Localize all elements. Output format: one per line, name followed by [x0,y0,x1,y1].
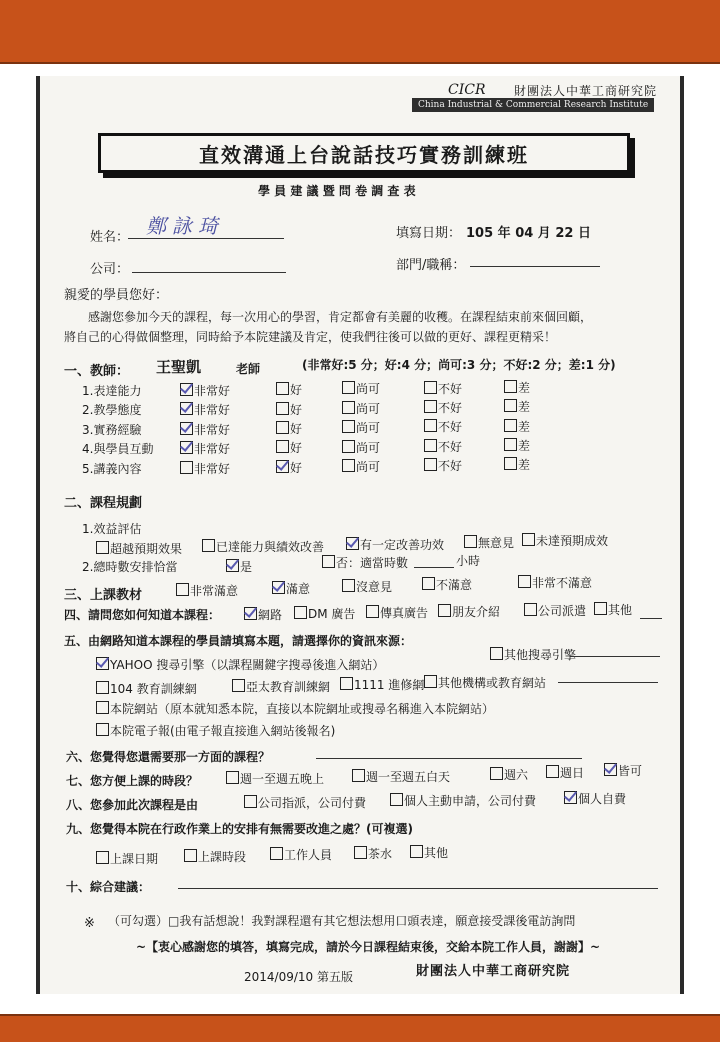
option[interactable] [184,848,246,865]
option[interactable] [226,770,324,787]
option-label: 公司指派，公司付費 [258,796,367,810]
option[interactable] [342,419,380,436]
s5-site[interactable]: 本院網站（原本就知悉本院，直接以本院網址或搜尋名稱進入本院網站） [96,700,494,717]
option-label: 好 [290,441,303,456]
s5-other-engine-field[interactable] [570,642,660,657]
checkbox[interactable] [352,769,365,782]
checkbox[interactable] [180,441,193,454]
company-label: 公司： [90,262,130,277]
option-label: 尚可 [356,382,381,397]
option-label: 有一定改善功效 [360,538,445,552]
checkbox[interactable] [594,602,607,615]
option[interactable] [342,380,380,397]
option-label: 非常好 [194,422,231,437]
s5-other-engine[interactable]: 其他搜尋引擎 [490,646,576,663]
checkbox[interactable] [180,402,193,415]
name-label: 姓名： [90,230,130,245]
checkbox[interactable] [342,440,355,453]
checkbox[interactable] [438,604,451,617]
greeting: 親愛的學員您好： [64,288,169,303]
option-label: 差 [518,458,531,473]
checkbox[interactable] [176,583,189,596]
form-title-box [98,133,630,173]
s3-heading: 三、上課教材 [64,588,143,603]
checkbox[interactable] [342,459,355,472]
checkbox[interactable] [96,657,109,670]
checkbox[interactable] [354,846,367,859]
s6-heading: 六、您覺得您還需要那一方面的課程？ [66,750,271,764]
option[interactable] [438,603,500,620]
option[interactable] [272,580,310,597]
footer-thanks: ~【衷心感謝您的填答，填寫完成，請於今日課程結束後，交給本院工作人員，謝謝】~ [136,940,601,954]
checkbox[interactable] [180,422,193,435]
checkbox[interactable] [504,399,517,412]
checkbox[interactable] [342,420,355,433]
option-label: 尚可 [356,401,381,416]
option[interactable] [424,457,462,474]
option[interactable] [202,538,324,555]
option[interactable] [564,790,626,807]
s5-other-site-field[interactable] [558,668,658,683]
option[interactable] [424,418,462,435]
option[interactable] [276,439,302,456]
checkbox[interactable] [504,438,517,451]
option[interactable] [504,456,530,473]
option-label: DM 廣告 [308,607,356,621]
s5-heading: 五、由網路知道本課程的學員請填寫本題，請選擇你的資訊來源： [64,634,413,648]
brand-logo-en: CICR [448,82,486,98]
option[interactable] [424,438,462,455]
checkbox[interactable] [490,647,503,660]
checkbox[interactable] [96,851,109,864]
option-label: 週一至週五晚上 [240,772,325,786]
option-label: 週日 [560,766,585,780]
s6-field[interactable] [316,742,582,759]
form-title: 直效溝通上台說話技巧實務訓練班 [199,142,529,167]
s8-heading: 八、您參加此次課程是由 [66,798,199,812]
option-label: 週六 [504,768,529,782]
option[interactable] [424,399,462,416]
s5-other-site[interactable]: 其他機構或教育網站 [424,674,546,691]
checkbox[interactable] [276,460,289,473]
checkbox[interactable] [424,419,437,432]
option-label: 個人主動申請，公司付費 [404,794,537,808]
option[interactable] [504,379,530,396]
option[interactable] [366,604,428,621]
option-label: 差 [518,400,531,415]
option-label: 網路 [258,608,283,622]
option[interactable] [180,460,230,477]
name-handwriting: 鄭詠琦 [146,214,224,238]
option-label: 上課日期 [110,852,159,866]
option-label: 週一至週五白天 [366,770,451,784]
s5-asia[interactable]: 亞太教育訓練網 [232,678,330,695]
hours-unit: 小時 [456,554,481,568]
s5-1111[interactable]: 1111 進修網 [340,676,424,693]
top-banner [0,0,720,64]
checkbox[interactable] [184,849,197,862]
option[interactable] [354,845,392,862]
brand-strip: China Industrial & Commercial Research Institute [412,98,654,112]
option-label: 好 [290,422,303,436]
option-label: 滿意 [286,582,311,596]
option[interactable] [518,574,592,591]
s5-epaper[interactable]: 本院電子報(由電子報直接進入網站後報名) [96,722,335,739]
checkbox[interactable] [518,575,531,588]
intro-line-2: 將自己的心得做個整理，同時給予本院建議及肯定，使我們往後可以做的更好、課程更精采！ [64,330,557,344]
option[interactable] [424,380,462,397]
checkbox[interactable] [96,681,109,694]
checkbox[interactable] [424,400,437,413]
s7-heading: 七、您方便上課的時段？ [66,774,199,788]
option[interactable] [522,532,608,549]
s2-q2-yes[interactable]: 是 [226,558,252,575]
checkbox[interactable] [244,795,257,808]
option[interactable] [180,440,230,457]
option-label: 不好 [438,420,463,435]
option-label: 皆可 [618,764,643,778]
option-label: 超越預期效果 [110,542,183,556]
checkbox[interactable] [276,382,289,395]
checkbox[interactable] [504,457,517,470]
option[interactable] [96,850,158,867]
checkbox[interactable] [294,606,307,619]
option[interactable] [342,400,380,417]
option[interactable] [294,605,355,622]
option-label: 茶水 [368,847,393,861]
option-label: 差 [518,380,531,395]
checkbox[interactable] [232,679,245,692]
option[interactable] [276,401,302,418]
checkbox[interactable] [342,381,355,394]
checkbox[interactable] [424,381,437,394]
option-label: 非常好 [194,403,231,418]
checkbox[interactable] [424,458,437,471]
rating-row-label: 2.教學態度 [82,403,142,418]
checkbox[interactable] [546,765,559,778]
option[interactable] [270,846,332,863]
option-label: 不好 [438,459,463,474]
s2-q1: 1.效益評估 [82,522,142,536]
checkbox[interactable] [524,603,537,616]
checkbox[interactable] [424,439,437,452]
option[interactable] [504,398,530,415]
checkbox[interactable] [490,767,503,780]
option-label: 其他 [424,846,449,860]
checkbox[interactable] [390,793,403,806]
checkbox[interactable] [276,440,289,453]
hours-field[interactable] [414,552,454,568]
teacher-name: 王聖凱 [156,358,202,376]
rating-row-label: 4.與學員互動 [82,442,154,457]
rating-scale: (非常好:5 分；好:4 分；尚可:3 分；不好:2 分；差:1 分) [302,358,616,372]
option-label: 尚可 [356,440,381,455]
option[interactable] [546,764,584,781]
checkbox[interactable] [504,380,517,393]
checkbox[interactable] [366,605,379,618]
option[interactable] [490,766,528,783]
option[interactable] [390,792,536,809]
option-label: 好 [290,402,303,417]
s9-heading: 九、您覺得本院在行政作業上的安排有無需要改進之處？(可複選) [66,822,413,836]
checkbox[interactable] [226,559,239,572]
option-label: 傳真廣告 [380,606,429,620]
checkbox[interactable] [272,581,285,594]
checkbox[interactable] [322,555,335,568]
s2-heading: 二、課程規劃 [64,496,143,511]
option-label: 非常好 [194,384,231,398]
option-label: 非常好 [194,442,231,457]
option[interactable] [504,418,530,435]
option-label: 個人自費 [578,792,627,806]
option-label: 不好 [438,381,463,396]
checkbox[interactable] [270,847,283,860]
checkbox[interactable] [346,537,359,550]
footer-org: 財團法人中華工商研究院 [416,964,571,979]
dept-field[interactable] [470,248,600,267]
bottom-banner [0,1014,720,1042]
option[interactable] [604,762,642,779]
checkbox[interactable] [604,763,617,776]
teacher-suffix: 老師 [236,362,261,376]
checkbox[interactable] [180,461,193,474]
option[interactable] [244,606,282,623]
option[interactable] [342,439,380,456]
brand-name: 財團法人中華工商研究院 [514,84,658,98]
option[interactable] [504,437,530,454]
s5-104[interactable]: 104 教育訓練網 [96,680,197,697]
option[interactable] [180,401,230,418]
checkbox[interactable] [276,421,289,434]
rating-row-label: 1.表達能力 [82,384,142,398]
rating-row-label: 5.講義內容 [82,461,142,476]
option-label: 不好 [438,401,463,415]
option-label: 非常好 [194,461,231,476]
option-label: 上課時段 [198,850,247,864]
option[interactable] [276,420,302,437]
name-field[interactable] [128,216,284,239]
option-label: 差 [518,439,531,453]
option-label: 好 [290,460,303,475]
option[interactable] [244,794,366,811]
s10-field[interactable] [178,872,658,889]
s4-other-field[interactable] [640,604,662,619]
option-label: 公司派遣 [538,604,587,618]
date-label: 填寫日期： [396,226,462,241]
checkbox[interactable] [342,579,355,592]
option[interactable] [346,536,444,553]
date-value: 105 年 04 月 22 日 [466,226,591,241]
checkbox[interactable] [202,539,215,552]
option-label: 工作人員 [284,848,333,862]
option[interactable] [180,421,230,438]
checkbox[interactable] [226,771,239,784]
option[interactable] [276,459,302,476]
option-label: 尚可 [356,460,381,474]
option[interactable] [342,578,392,595]
option[interactable] [422,576,472,593]
option-label: 尚可 [356,421,381,436]
form-version: 2014/09/10 第五版 [244,970,353,984]
checkbox[interactable] [410,845,423,858]
checkbox[interactable] [464,535,477,548]
checkbox[interactable] [564,791,577,804]
option[interactable] [464,534,514,551]
option[interactable] [176,582,238,599]
form-subtitle: 學 員 建 議 暨 問 卷 調 查 表 [258,184,416,198]
checkbox[interactable] [96,723,109,736]
checkbox[interactable] [96,541,109,554]
intro-line-1: 感謝您參加今天的課程，每一次用心的學習，肯定都會有美麗的收穫。在課程結束前來個回顧， [88,310,593,324]
s5-yahoo[interactable]: YAHOO 搜尋引擎（以課程關鍵字搜尋後進入網站） [96,656,384,673]
checkbox[interactable] [424,675,437,688]
option-label: 朋友介紹 [452,605,501,619]
s4-heading: 四、請問您如何知道本課程： [64,608,221,622]
s10-heading: 十、綜合建議： [66,880,151,894]
option-label: 其他 [608,603,633,617]
option-label: 好 [290,383,303,398]
option[interactable] [276,381,302,398]
option[interactable] [524,602,586,619]
rating-row-label: 3.實務經驗 [82,422,142,437]
option[interactable] [342,458,380,475]
s1-heading: 一、教師： [64,364,130,379]
s2-q2-no[interactable]: 否：適當時數 [322,554,408,571]
option-label: 非常滿意 [190,584,239,598]
option-label: 非常不滿意 [532,576,593,590]
option-label: 未達預期成效 [536,534,609,548]
option-label: 沒意見 [356,580,393,594]
checkbox[interactable] [342,401,355,414]
checkbox[interactable] [96,701,109,714]
checkbox[interactable] [180,383,193,396]
company-field[interactable] [132,254,286,273]
option-label: 差 [518,419,531,434]
dept-label: 部門/職稱： [396,258,466,273]
option[interactable] [352,768,450,785]
option[interactable] [96,540,182,557]
checkbox[interactable] [276,402,289,415]
checkbox[interactable] [340,677,353,690]
option-label: 不好 [438,439,463,454]
checkbox[interactable] [504,419,517,432]
checkbox[interactable] [522,533,535,546]
footer-note: （可勾選）□我有話想說！我對課程還有其它想法想用口頭表達，願意接受課後電訪詢問 [108,914,576,928]
option[interactable] [410,844,448,861]
checkbox[interactable] [244,607,257,620]
option-label: 不滿意 [436,578,473,592]
option-label: 無意見 [478,536,515,550]
survey-sheet [36,76,684,994]
option-label: 已達能力與績效改善 [216,540,325,554]
option[interactable] [594,601,632,618]
footer-mark: ※ [84,916,95,931]
checkbox[interactable] [422,577,435,590]
s2-q2: 2.總時數安排恰當 [82,560,178,574]
option[interactable] [180,382,230,399]
